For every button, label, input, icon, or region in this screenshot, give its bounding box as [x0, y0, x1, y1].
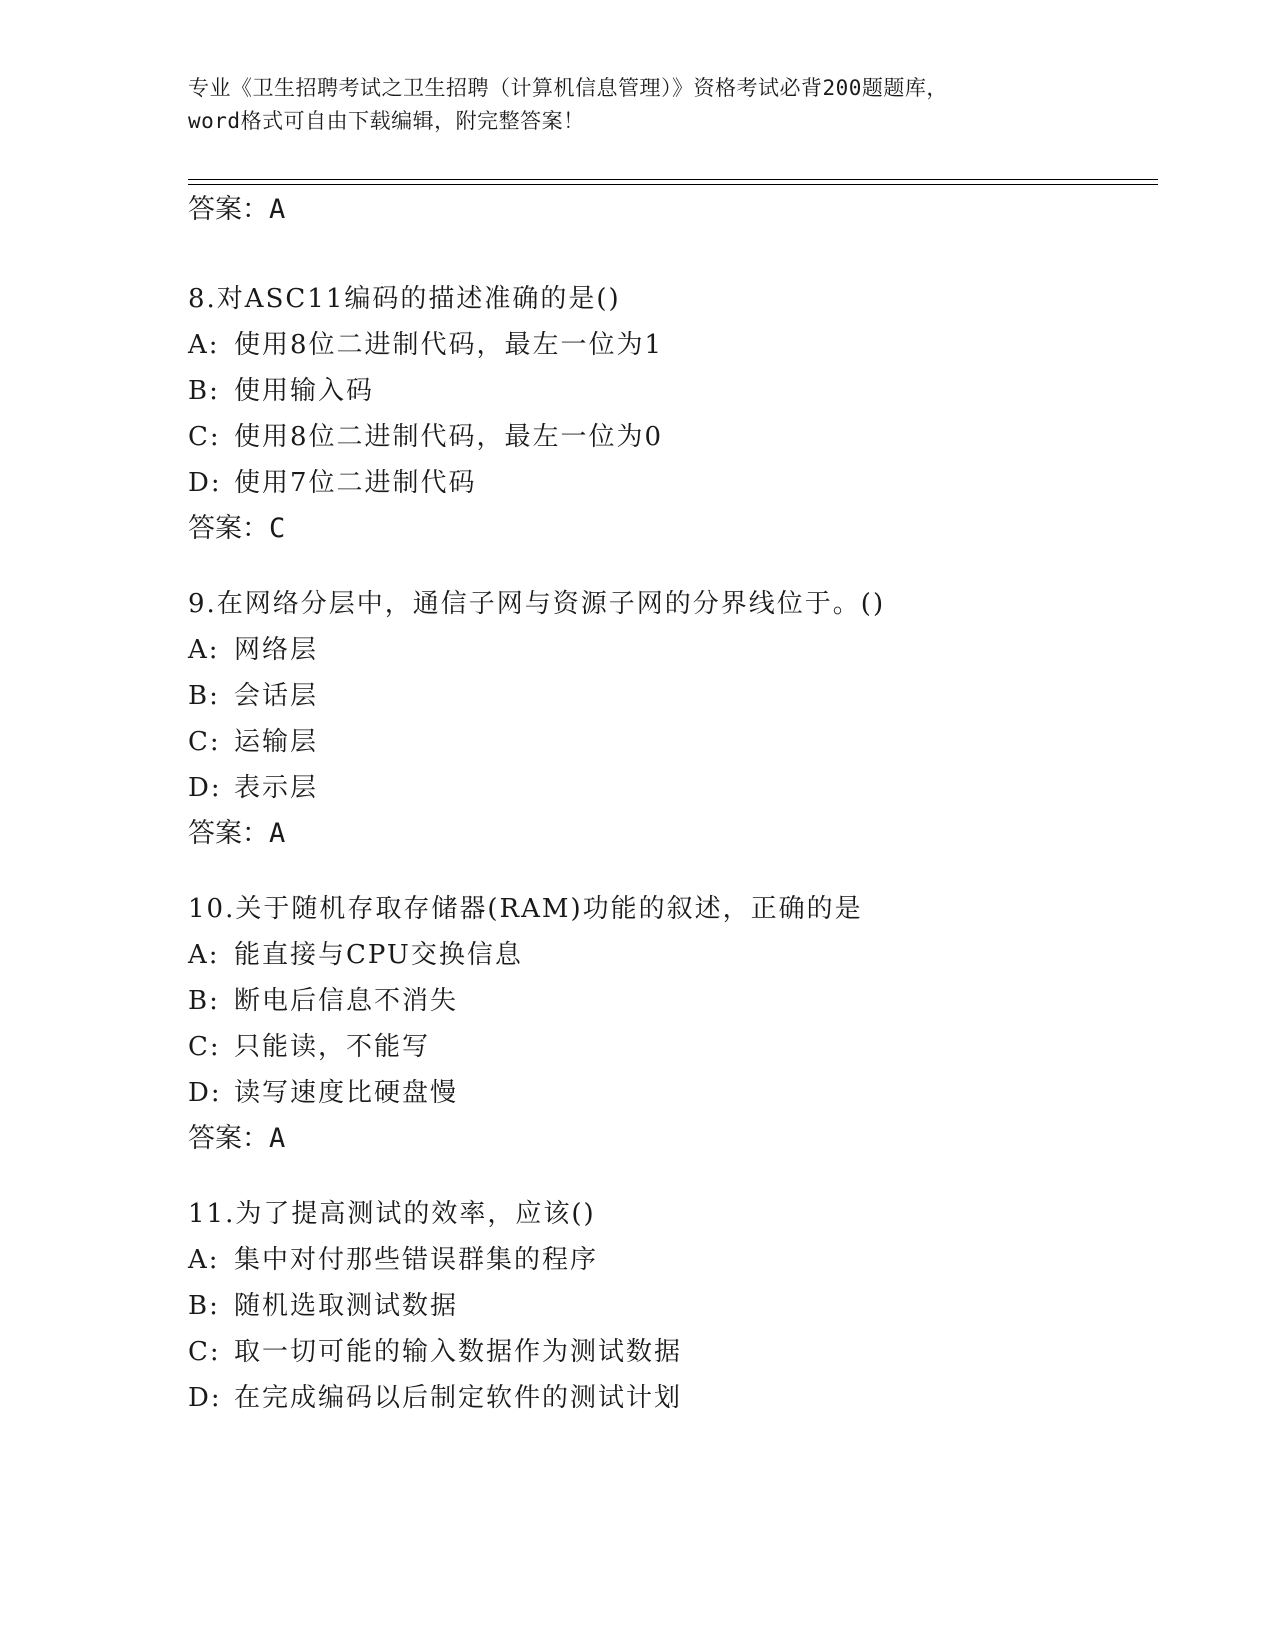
option-b	[188, 368, 1188, 414]
question-11	[188, 1191, 1188, 1421]
option-text: 只能读，不能写	[234, 1032, 431, 1062]
option-letter: B:	[188, 986, 220, 1016]
option-a	[188, 322, 1188, 368]
option-text: 网络层	[234, 635, 319, 665]
option-text: 能直接与CPU交换信息	[234, 940, 523, 970]
option-letter: A:	[188, 1245, 220, 1275]
option-c	[188, 719, 1188, 765]
option-letter: C:	[188, 727, 221, 757]
option-letter: A:	[188, 940, 220, 970]
option-text: 运输层	[234, 727, 319, 757]
option-d	[188, 1375, 1188, 1421]
option-letter: C:	[188, 1032, 221, 1062]
header-line-1: 专业《卫生招聘考试之卫生招聘（计算机信息管理）》资格考试必背200题题库，	[188, 76, 948, 100]
question-9	[188, 581, 1188, 857]
option-text: 使用7位二进制代码	[234, 468, 477, 498]
previous-answer: 答案：A	[188, 194, 286, 225]
option-letter: D:	[188, 1078, 222, 1108]
option-text: 表示层	[234, 773, 319, 803]
option-text: 使用8位二进制代码，最左一位为1	[234, 330, 664, 360]
option-text: 断电后信息不消失	[234, 986, 459, 1016]
option-b	[188, 1283, 1188, 1329]
option-b	[188, 978, 1188, 1024]
option-text: 会话层	[234, 681, 319, 711]
document-header	[188, 72, 1088, 138]
option-text: 在完成编码以后制定软件的测试计划	[234, 1383, 683, 1413]
question-stem: 10.关于随机存取存储器(RAM)功能的叙述，正确的是	[188, 894, 863, 924]
option-letter: A:	[188, 330, 220, 360]
option-c	[188, 1024, 1188, 1070]
option-a	[188, 1237, 1188, 1283]
question-stem: 11.为了提高测试的效率，应该()	[188, 1199, 596, 1229]
option-d	[188, 1070, 1188, 1116]
header-divider-top	[188, 179, 1158, 180]
option-letter: B:	[188, 681, 220, 711]
answer-label: 答案：A	[188, 1123, 286, 1154]
header-line-2: word格式可自由下载编辑，附完整答案！	[188, 109, 585, 133]
option-text: 读写速度比硬盘慢	[234, 1078, 459, 1108]
option-text: 随机选取测试数据	[234, 1291, 459, 1321]
question-8	[188, 276, 1188, 552]
option-d	[188, 460, 1188, 506]
option-c	[188, 414, 1188, 460]
option-letter: C:	[188, 1337, 221, 1367]
option-letter: D:	[188, 773, 222, 803]
option-text: 集中对付那些错误群集的程序	[234, 1245, 599, 1275]
answer-label: 答案：C	[188, 513, 286, 544]
question-stem: 8.对ASC11编码的描述准确的是()	[188, 284, 621, 314]
option-letter: D:	[188, 1383, 222, 1413]
option-text: 使用输入码	[234, 376, 375, 406]
option-letter: D:	[188, 468, 222, 498]
header-divider-bottom	[188, 184, 1158, 185]
option-a	[188, 932, 1188, 978]
option-letter: B:	[188, 376, 220, 406]
option-text: 使用8位二进制代码，最左一位为0	[234, 422, 664, 452]
option-letter: B:	[188, 1291, 220, 1321]
option-c	[188, 1329, 1188, 1375]
option-b	[188, 673, 1188, 719]
answer-label: 答案：A	[188, 818, 286, 849]
option-letter: C:	[188, 422, 221, 452]
option-d	[188, 765, 1188, 811]
option-a	[188, 627, 1188, 673]
question-stem: 9.在网络分层中，通信子网与资源子网的分界线位于。()	[188, 589, 886, 619]
question-10	[188, 886, 1188, 1162]
option-letter: A:	[188, 635, 220, 665]
option-text: 取一切可能的输入数据作为测试数据	[234, 1337, 683, 1367]
